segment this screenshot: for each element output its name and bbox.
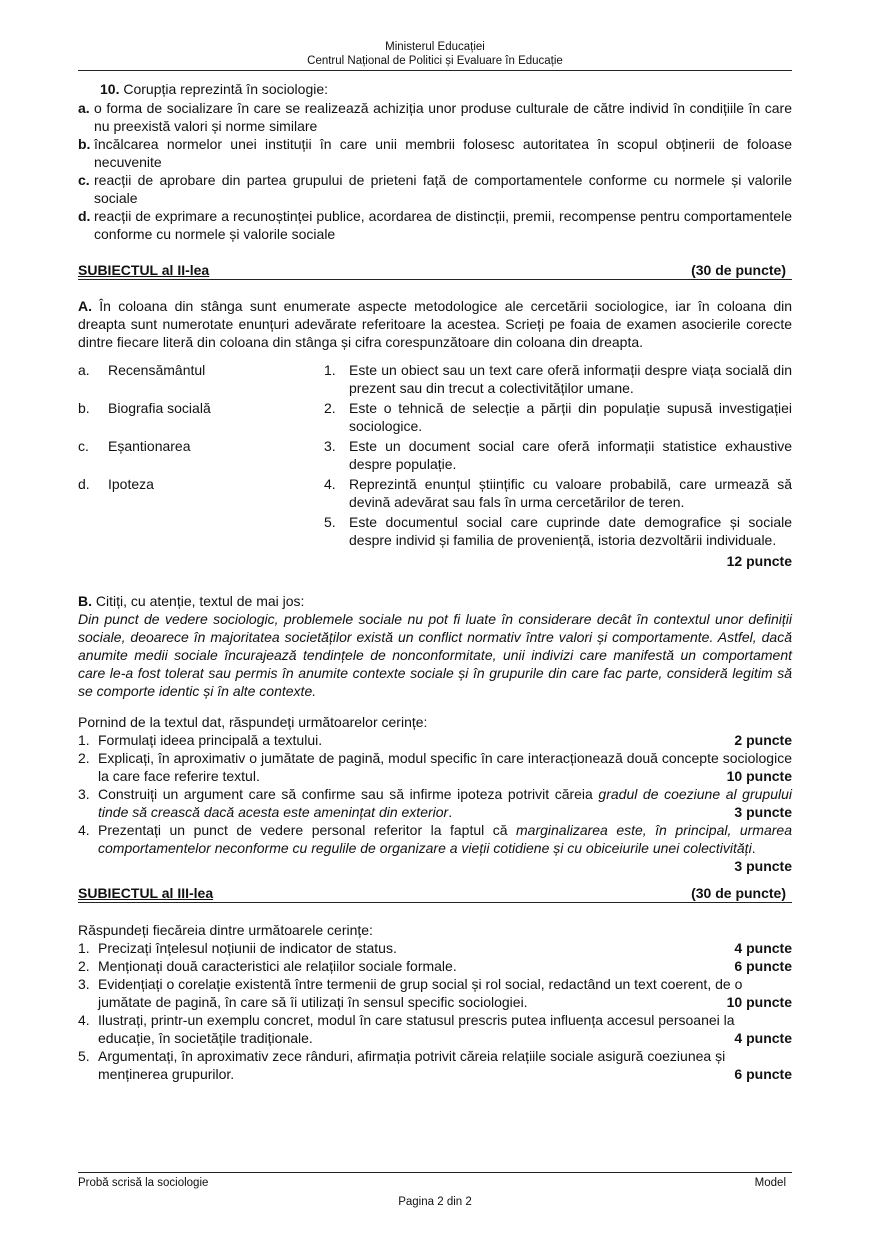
requirement-points: 2 puncte <box>734 732 792 748</box>
section-2a-points: 12 puncte <box>726 553 792 569</box>
section-3-heading <box>78 884 792 902</box>
section-2b-quote: Din punct de vedere sociologic, problemele sociale nu pot fi luate în considerare decât în contextul unor definiții sociale, deoarece în majoritatea societăților există un conflict normativ între valori și comportamente. Astfel, dacă anumite medii sociale încurajează tendințele de nonconformitate, unii indivizi care manifestă un comportament care le-a fost tolerat sau permis în anumite contexte sociale și în grupurile din care fac parte, consideră legitim să se comporte identic și în alte contexte. <box>78 611 792 699</box>
question-10-number: 10. <box>100 81 120 97</box>
matching-row <box>78 475 792 513</box>
requirement-points: 6 puncte <box>734 1066 792 1082</box>
requirement-item: 3. Construiți un argument care să confirme sau să infirme ipoteza potrivit căreia gradul de coeziune al grupului tinde să crească dacă acesta este amenințat din exterior. 3 puncte <box>78 786 792 820</box>
requirement-item: 1. Precizați înțelesul noțiunii de indicator de status. 4 puncte <box>78 940 792 956</box>
requirement-points: 10 puncte <box>726 768 792 784</box>
requirement-item: 4. Ilustrați, printr-un exemplu concret, modul în care statusul prescris putea influența accesul persoanei la educație, în societățile tradiționale. 4 puncte <box>78 1012 792 1046</box>
footer-model: Model <box>754 1177 786 1189</box>
option-d: d. reacții de exprimare a recunoștinței publice, acordarea de distincții, premii, recompense pentru comportamentele conforme cu normele și valorile sociale <box>78 208 792 242</box>
requirement-points: 10 puncte <box>726 994 792 1010</box>
option-b: b. încălcarea normelor unei instituții în care unii membrii folosesc autoritatea în scopul obținerii de foloase necuvenite <box>78 136 792 170</box>
section-2-title: SUBIECTUL al II-lea <box>78 262 210 278</box>
header-ministry: Ministerul Educației <box>385 41 485 53</box>
right-item-3: 3. Este un document social care oferă informații statistice exhaustive despre populație. <box>324 438 792 472</box>
section-2a-instructions <box>78 297 792 351</box>
matching-row <box>78 513 792 549</box>
question-10-stem: Corupția reprezintă în sociologie: <box>123 81 329 97</box>
matching-table <box>78 361 792 549</box>
left-item-a: a. Recensământul <box>78 362 206 378</box>
section-3-title: SUBIECTUL al III-lea <box>78 885 214 901</box>
section-2-heading <box>78 261 792 279</box>
section-3-points: (30 de puncte) <box>691 885 786 901</box>
footer-exam-name: Probă scrisă la sociologie <box>78 1177 209 1189</box>
requirement-item: 2. Menționați două caracteristici ale relațiilor sociale formale. 6 puncte <box>78 958 792 974</box>
right-item-4: 4. Reprezintă enunțul științific cu valoare probabilă, care urmează să devină adevărat sau fals în urma cercetărilor de teren. <box>324 476 792 510</box>
section-3-requirements <box>78 939 792 1083</box>
question-10 <box>78 80 792 98</box>
section-2b-label: B. <box>78 593 92 609</box>
section-2-points: (30 de puncte) <box>691 262 786 278</box>
requirement-item: 3. Evidențiați o corelație existentă între termenii de grup social și rol social, redactând un text coerent, de o jumătate de pagină, în care să îi utilizați în sensul specific sociologiei. 10 puncte <box>78 976 792 1010</box>
matching-row <box>78 399 792 437</box>
section-2a-text: În coloana din stânga sunt enumerate aspecte metodologice ale cercetării sociologice, iar în coloana din dreapta sunt numerotate enunțuri adevărate referitoare la acestea. Scrieți pe foaia de examen asocierile corecte dintre fiecare literă din coloana din stânga și cifra corespunzătoare din coloana din dreapta. <box>78 298 792 350</box>
right-item-1: 1. Este un obiect sau un text care oferă informații despre viața socială din prezent sau din trecut a colectivităților umane. <box>324 362 792 396</box>
section-3-rule <box>78 902 792 903</box>
requirement-item: 2. Explicați, în aproximativ o jumătate de pagină, modul specific în care interacționează două concepte sociologice la care face referire textul. 10 puncte <box>78 750 792 784</box>
option-c: c. reacții de aprobare din partea grupului de prieteni față de comportamentele conforme cu normele și valorile sociale <box>78 172 792 206</box>
question-10-options <box>78 99 792 243</box>
requirement-item: 4. Prezentați un punct de vedere personal referitor la faptul că marginalizarea este, în principal, urmarea comportamentelor neconforme cu regulile de organizare a vieții cotidiene și cu obiceiurile unei colectivități. 3 puncte <box>78 822 792 874</box>
left-item-b: b. Biografia socială <box>78 400 211 416</box>
requirement-item: 5. Argumentați, în aproximativ zece rânduri, afirmația potrivit căreia relațiile sociale asigură coeziunea și menținerea grupurilor. 6 puncte <box>78 1048 792 1082</box>
requirement-points: 4 puncte <box>734 1030 792 1046</box>
section-2b-intro: B. Citiți, cu atenție, textul de mai jos: <box>78 593 305 609</box>
page-header <box>78 40 792 68</box>
right-item-5: 5. Este documentul social care cuprinde date demografice și sociale despre individ și familia de proveniență, istoria dezvoltării individuale. <box>324 514 792 548</box>
requirement-points: 4 puncte <box>734 940 792 956</box>
footer-rule <box>78 1172 792 1173</box>
requirement-item: 1. Formulați ideea principală a textului. 2 puncte <box>78 732 792 748</box>
requirement-points: 3 puncte <box>734 804 792 820</box>
section-2a-label: A. <box>78 298 92 314</box>
right-item-2: 2. Este o tehnică de selecție a părții din populație supusă investigației sociologice. <box>324 400 792 434</box>
section-2-rule <box>78 279 792 280</box>
left-item-d: d. Ipoteza <box>78 476 154 492</box>
footer-page-number: Pagina 2 din 2 <box>398 1196 472 1208</box>
requirement-points: 3 puncte <box>734 858 792 874</box>
matching-row <box>78 361 792 399</box>
page-footer <box>78 1172 792 1209</box>
option-a: a. o forma de socializare în care se realizează achiziția unor produse culturale de către individ în condițiile în care nu preexistă valori și norme similare <box>78 100 792 134</box>
section-2b-requirements <box>78 731 792 875</box>
section-3-lead: Răspundeți fiecăreia dintre următoarele cerințe: <box>78 922 373 938</box>
requirement-points: 6 puncte <box>734 958 792 974</box>
matching-row <box>78 437 792 475</box>
header-rule <box>78 70 792 71</box>
left-item-c: c. Eșantionarea <box>78 438 191 454</box>
header-center: Centrul Național de Politici și Evaluare în Educație <box>307 55 563 67</box>
section-2b-lead: Pornind de la textul dat, răspundeți următoarelor cerințe: <box>78 714 428 730</box>
